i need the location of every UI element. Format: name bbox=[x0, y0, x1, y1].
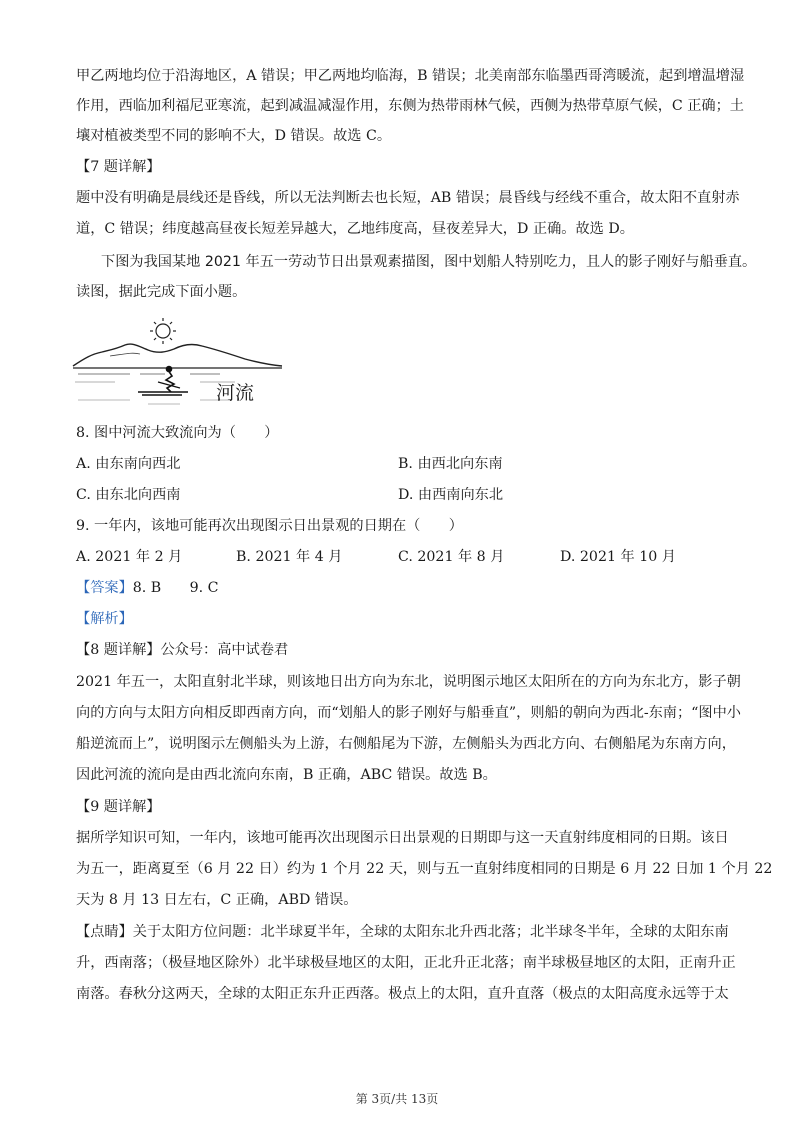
question-intro: 读图，据此完成下面小题。 bbox=[76, 284, 247, 300]
tip-line: 南落。春秋分这两天，全球的太阳正东升正西落。极点上的太阳，直升直落（极点的太阳高度永远等于太 bbox=[76, 986, 729, 1002]
q9-option-b: B. 2021 年 4 月 bbox=[236, 549, 343, 565]
paragraph-line: 道，C 错误；纬度越高昼夜长短差异越大，乙地纬度高，昼夜差异大，D 正确。故选 D。 bbox=[76, 221, 634, 237]
boat-with-rower bbox=[138, 367, 188, 396]
paragraph-line: 向的方向与太阳方向相反即西南方向，而“划船人的影子刚好与船垂直”，则船的朝向为西北-东南；“图中小 bbox=[76, 705, 741, 721]
tip-text: 关于太阳方位问题：北半球夏半年，全球的太阳东北升西北落；北半球冬半年，全球的太阳东南 bbox=[132, 924, 729, 940]
question-8-stem: 8. 图中河流大致流向为（ ） bbox=[76, 425, 279, 441]
paragraph-line: 题中没有明确是晨线还是昏线，所以无法判断去也长短，AB 错误；晨昏线与经线不重合，故太阳不直射赤 bbox=[76, 190, 740, 206]
paragraph-line: 船逆流而上”，说明图示左侧船头为上游，右侧船尾为下游，左侧船头为西北方向、右侧船尾为东南方向， bbox=[76, 736, 736, 752]
q8-detail-label: 【8 题详解】 bbox=[76, 642, 161, 658]
question-9-stem: 9. 一年内，该地可能再次出现图示日出景观的日期在（ ） bbox=[76, 518, 463, 534]
tip-line: 升，西南落；（极昼地区除外）北半球极昼地区的太阳，正北升正北落；南半球极昼地区的太阳，正南升正 bbox=[76, 955, 736, 971]
q9-option-a: A. 2021 年 2 月 bbox=[76, 549, 183, 565]
page-footer: 第 3页/共 13页 bbox=[355, 1092, 439, 1106]
q8-option-b: B. 由西北向东南 bbox=[398, 456, 503, 472]
q9-option-c: C. 2021 年 8 月 bbox=[398, 549, 505, 565]
tip-line bbox=[76, 922, 729, 942]
paragraph-line: 甲乙两地均位于沿海地区，A 错误；甲乙两地均临海，B 错误；北美南部东临墨西哥湾暖流，起到增温增湿 bbox=[76, 68, 745, 84]
tip-label: 【点睛】 bbox=[76, 924, 133, 940]
analysis-label: 【解析】 bbox=[76, 611, 133, 627]
paragraph-line: 因此河流的流向是由西北流向东南，B 正确，ABC 错误。故选 B。 bbox=[76, 767, 497, 783]
mountain-outline bbox=[73, 344, 282, 366]
answer-line bbox=[76, 578, 219, 598]
question-intro: 下图为我国某地 2021 年五一劳动节日出景观素描图，图中划船人特别吃力，且人的影子刚好与船垂直。 bbox=[101, 254, 757, 270]
section-heading-q7: 【7 题详解】 bbox=[76, 159, 161, 175]
sunrise-sketch-figure bbox=[70, 316, 285, 408]
answer-label: 【答案】 bbox=[76, 580, 133, 596]
paragraph-line: 据所学知识可知，一年内，该地可能再次出现图示日出景观的日期即与这一天直射纬度相同的日期。该日 bbox=[76, 830, 729, 846]
paragraph-line: 壤对植被类型不同的影响不大，D 错误。故选 C。 bbox=[76, 128, 392, 144]
section-heading-q8 bbox=[76, 640, 288, 660]
paragraph-line: 作用，西临加利福尼亚寒流，起到减温减湿作用，东侧为热带雨林气候，西侧为热带草原气候，C 正确；土 bbox=[76, 98, 744, 114]
q8-option-c: C. 由东北向西南 bbox=[76, 487, 181, 503]
q8-detail-note: 公众号：高中试卷君 bbox=[160, 642, 289, 658]
sun-icon bbox=[150, 318, 176, 344]
section-heading-q9: 【9 题详解】 bbox=[76, 799, 161, 815]
paragraph-line: 天为 8 月 13 日左右，C 正确，ABD 错误。 bbox=[76, 892, 358, 908]
paragraph-line: 为五一，距离夏至（6 月 22 日）约为 1 个月 22 天，则与五一直射纬度相同的日期是 6 月 22 日加 1 个月 22 bbox=[76, 861, 773, 877]
paragraph-line: 2021 年五一，太阳直射北半球，则该地日出方向为东北，说明图示地区太阳所在的方向为东北方，影子朝 bbox=[76, 674, 741, 690]
q8-option-d: D. 由西南向东北 bbox=[398, 487, 504, 503]
river-label: 河流 bbox=[216, 382, 255, 404]
q9-option-d: D. 2021 年 10 月 bbox=[560, 549, 676, 565]
q8-option-a: A. 由东南向西北 bbox=[76, 456, 181, 472]
answer-text: 8. B 9. C bbox=[132, 580, 219, 596]
